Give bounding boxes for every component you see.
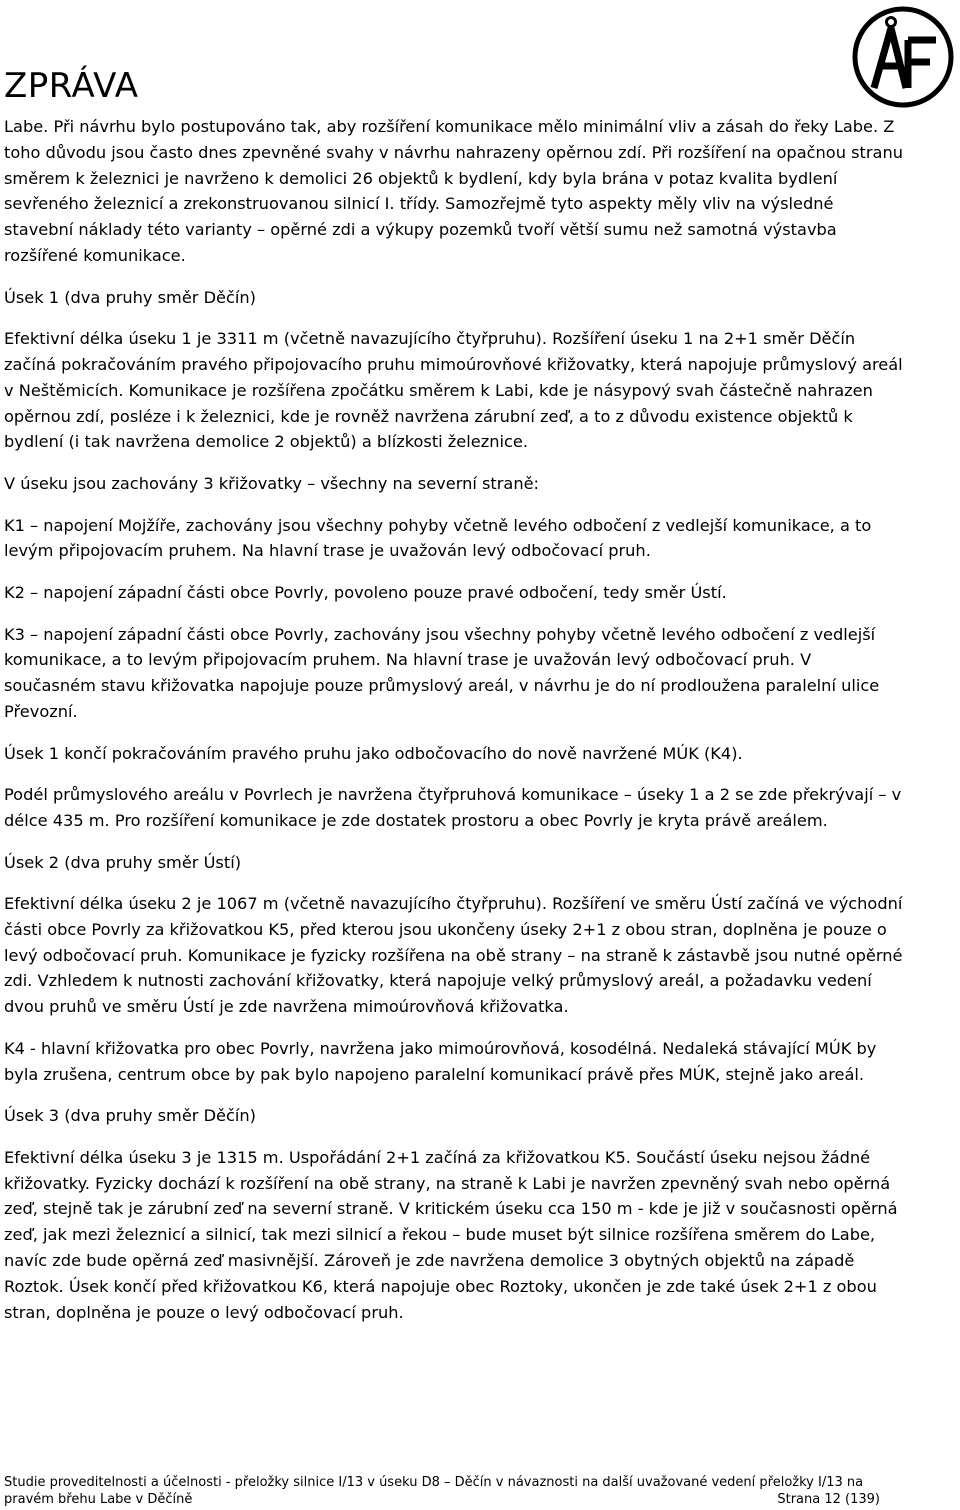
section-heading-usek-1: Úsek 1 (dva pruhy směr Děčín)	[4, 287, 256, 307]
paragraph-usek-1: Efektivní délka úseku 1 je 3311 m (včetně navazujícího čtyřpruhu). Rozšíření úseku 1 na 2+1 směr Děčín začíná pokračováním pravého připojovacího pruhu mimoúrovňové křižovatky, která napojuje průmyslový areál v Neštěmicích. Komunikace je rozšířena zpočátku směrem k Labi, kde je násypový svah částečně nahrazen opěrnou zdí, posléze i k železnici, kde je rovněž navržena zárubní zeď, a to z důvodu existence objektů k bydlení (i tak navržena demolice 2 objektů) a blízkosti železnice.	[4, 329, 903, 452]
page-title: ZPRÁVA	[4, 66, 139, 106]
paragraph-intersections-intro: V úseku jsou zachovány 3 křižovatky – všechny na severní straně:	[4, 473, 540, 493]
footer-page-number: Strana 12 (139)	[777, 1492, 880, 1507]
afry-monogram-logo-icon	[850, 0, 956, 110]
company-logo	[850, 0, 956, 110]
paragraph-k4: K4 - hlavní křižovatka pro obec Povrly, navržena jako mimoúrovňová, kosodélná. Nedaleká stávající MÚK by byla zrušena, centrum obce by pak bylo napojeno paralelní komunikací právě přes MÚK, stejně jako areál.	[4, 1038, 877, 1084]
paragraph-k3: K3 – napojení západní části obce Povrly, zachovány jsou všechny pohyby včetně levého odbočení z vedlejší komunikace, a to levým připojovacím pruhem. Na hlavní trase je uvažován levý odbočovací pruh. V současném stavu křižovatka napojuje pouze průmyslový areál, v návrhu je do ní prodloužena paralelní ulice Převozní.	[4, 624, 880, 721]
footer-document-title: Studie proveditelnosti a účelnosti - přeložky silnice I/13 v úseku D8 – Děčín v návaznosti na další uvažované vedení přeložky I/13 na pravém břehu Labe v Děčíně	[4, 1475, 864, 1507]
paragraph-usek-2: Efektivní délka úseku 2 je 1067 m (včetně navazujícího čtyřpruhu). Rozšíření ve směru Ústí začíná ve východní části obce Povrly za křižovatkou K5, před kterou jsou ukončeny úseky 2+1 z obou stran, doplněna je pouze o levý odbočovací pruh. Komunikace je fyzicky rozšířena na obě strany – na straně k zástavbě jsou nutné opěrné zdi. Vzhledem k nutnosti zachování křižovatky, která napojuje velký průmyslový areál, a požadavku vedení dvou pruhů ve směru Ústí je zde navržena mimoúrovňová křižovatka.	[4, 894, 903, 1017]
paragraph-usek-1-end: Úsek 1 končí pokračováním pravého pruhu jako odbočovacího do nově navržené MÚK (K4).	[4, 743, 743, 763]
paragraph-usek-3: Efektivní délka úseku 3 je 1315 m. Uspořádání 2+1 začíná za křižovatkou K5. Součástí úseku nejsou žádné křižovatky. Fyzicky dochází k rozšíření na obě strany, na straně k Labi je navržen zpevněný svah nebo opěrná zeď, stejně tak je zárubní zeď na severní straně. V kritickém úseku cca 150 m - kde je již v současnosti opěrná zeď, jak mezi železnicí a silnicí, tak mezi silnicí a řekou – bude muset být silnice rozšířena směrem do Labe, navíc zde bude opěrná zeď masivnější. Zároveň je zde navržena demolice 3 obytných objektů na západě Roztok. Úsek končí před křižovatkou K6, která napojuje obec Roztoky, ukončen je zde také úsek 2+1 z obou stran, doplněna je pouze o levý odbočovací pruh.	[4, 1147, 898, 1322]
section-heading-usek-2: Úsek 2 (dva pruhy směr Ústí)	[4, 852, 242, 872]
paragraph-k2: K2 – napojení západní části obce Povrly, povoleno pouze pravé odbočení, tedy směr Ústí.	[4, 582, 727, 602]
page-footer	[4, 1474, 880, 1508]
section-heading-usek-3: Úsek 3 (dva pruhy směr Děčín)	[4, 1106, 256, 1126]
paragraph-four-lane: Podél průmyslového areálu v Povrlech je navržena čtyřpruhová komunikace – úseky 1 a 2 se zde překrývají – v délce 435 m. Pro rozšíření komunikace je zde dostatek prostoru a obec Povrly je kryta právě areálem.	[4, 785, 902, 830]
paragraph-intro-continuation: Labe. Při návrhu bylo postupováno tak, aby rozšíření komunikace mělo minimální vliv a zásah do řeky Labe. Z toho důvodu jsou často dnes zpevněné svahy v návrhu nahrazeny opěrnou zdí. Při rozšíření na opačnou stranu směrem k železnici je navrženo k demolici 26 objektů k bydlení, kdy byla brána v potaz kvalita bydlení sevřeného železnicí a zrekonstruovanou silnicí I. třídy. Samozřejmě tyto aspekty měly vliv na výsledné stavební náklady této varianty – opěrné zdi a výkupy pozemků tvoří větší sumu než samotná výstavba rozšířené komunikace.	[4, 117, 903, 265]
paragraph-k1: K1 – napojení Mojžíře, zachovány jsou všechny pohyby včetně levého odbočení z vedlejší komunikace, a to levým připojovacím pruhem. Na hlavní trase je uvažován levý odbočovací pruh.	[4, 515, 872, 561]
report-body	[4, 114, 904, 1341]
